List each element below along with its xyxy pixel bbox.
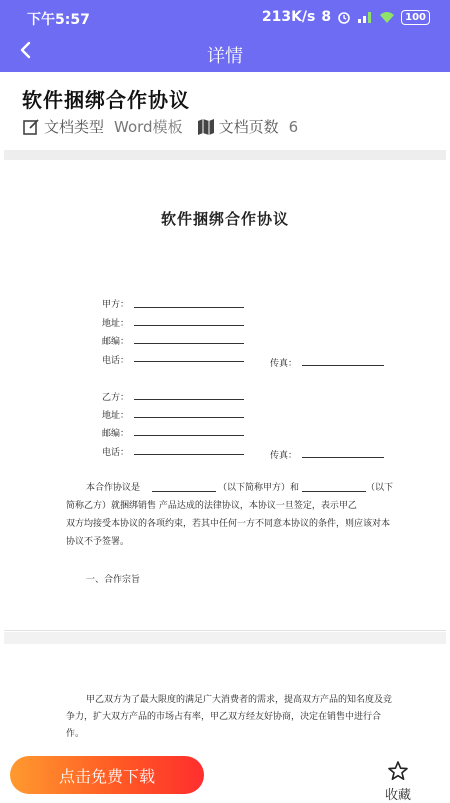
status-indicators — [262, 9, 430, 25]
blank-line — [134, 454, 244, 455]
cell-signal-icon — [357, 10, 373, 24]
party-b-label: 乙方： — [102, 393, 130, 403]
bottom-action-bar — [0, 754, 450, 803]
blank-line — [134, 435, 244, 436]
edit-icon — [22, 118, 40, 136]
divider — [4, 150, 446, 160]
blank-line — [134, 325, 244, 326]
download-button[interactable]: 点击免费下载 — [10, 756, 204, 794]
page-title: 详情 — [207, 46, 243, 67]
doc-type-value: Word模板 — [114, 118, 183, 136]
intro-line-2: 简称乙方）就捆绑销售 产品达成的法律协议，本协议一旦签定，表示甲乙 — [66, 501, 357, 511]
intro-line-1c: （以下 — [366, 483, 394, 493]
party-b-phone: 电话： — [102, 448, 130, 458]
blank-line — [134, 399, 244, 400]
party-b-address: 地址： — [102, 411, 130, 421]
nav-bar — [0, 36, 450, 72]
blank-line — [302, 491, 366, 492]
doc-pages-label: 文档页数 — [218, 118, 279, 136]
net-speed: 213K/s — [261, 9, 316, 25]
document-tags — [22, 116, 312, 137]
map-icon — [197, 118, 215, 136]
intro-line-3: 双方均接受本协议的各项约束，若其中任何一方不同意本协议的条件，则应该对本 — [66, 519, 391, 529]
preview-page-2[interactable] — [4, 644, 446, 754]
doc-type-label: 文档类型 — [44, 118, 105, 136]
party-a-address: 地址： — [102, 319, 130, 329]
page-separator — [4, 632, 446, 644]
party-b-postcode: 邮编： — [102, 429, 130, 439]
section-heading: 一、合作宗旨 — [86, 575, 141, 585]
top-header — [0, 0, 450, 72]
doc-type-tag — [22, 116, 183, 137]
document-title: 软件捆绑合作协议 — [22, 88, 190, 112]
blank-line — [134, 307, 244, 308]
party-a-fax: 传真： — [270, 359, 298, 369]
blank-line — [134, 417, 244, 418]
doc-pages-value: 6 — [288, 117, 299, 136]
battery-icon: 100 — [401, 10, 430, 25]
blank-line — [134, 343, 244, 344]
status-bar — [0, 0, 450, 36]
intro-line-4: 协议不予签署。 — [66, 537, 130, 547]
intro-line-1a: 本合作协议是 — [86, 483, 141, 493]
favorite-label: 收藏 — [384, 788, 411, 803]
blank-line — [152, 491, 216, 492]
party-a-phone: 电话： — [102, 356, 130, 366]
party-b-fax: 传真： — [270, 451, 298, 461]
intro-line-1b: （以下简称甲方）和 — [218, 483, 300, 493]
doc-pages-tag — [197, 116, 299, 137]
party-a-label: 甲方： — [102, 300, 130, 310]
signal-count: 8 — [321, 9, 332, 25]
blank-line — [302, 457, 384, 458]
party-a-postcode: 邮编： — [102, 337, 130, 347]
blank-line — [134, 361, 244, 362]
preview-page-1[interactable] — [4, 160, 446, 631]
preview-heading: 软件捆绑合作协议 — [160, 210, 289, 228]
favorite-button[interactable] — [374, 760, 422, 803]
status-time: 下午5:57 — [27, 12, 90, 28]
blank-line — [302, 365, 384, 366]
page-2-paragraph: 甲乙双方为了最大限度的满足广大消费者的需求，提高双方产品的知名度及竞争力，扩大双方产品的市场占有率，甲乙双方经友好协商，决定在销售中进行合作。 — [66, 695, 393, 739]
wifi-icon — [379, 10, 395, 24]
document-info — [0, 72, 450, 150]
star-icon — [387, 760, 409, 782]
alarm-icon — [337, 10, 351, 24]
